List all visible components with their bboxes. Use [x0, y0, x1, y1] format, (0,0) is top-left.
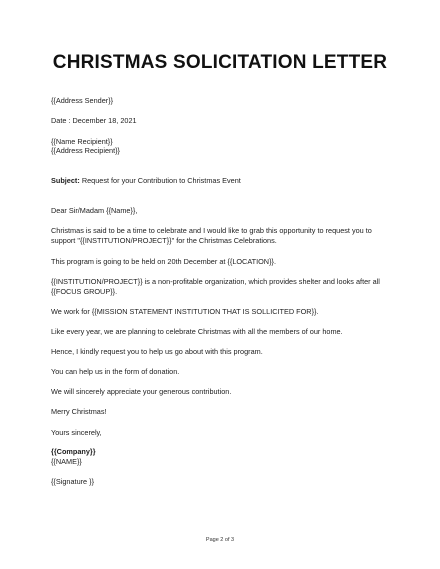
- address-recipient: {{Address Recipient}}: [51, 146, 120, 155]
- paragraph-4: We work for {{MISSION STATEMENT INSTITUTION THAT IS SOLLICITED FOR}}.: [51, 307, 319, 316]
- address-sender: {{Address Sender}}: [51, 96, 114, 105]
- subject-line: [51, 176, 241, 186]
- name-recipient: {{Name Recipient}}: [51, 137, 113, 146]
- paragraph-3-line-2: {{FOCUS GROUP}}.: [51, 287, 118, 296]
- paragraph-5: Like every year, we are planning to celebrate Christmas with all the members of our home.: [51, 327, 343, 336]
- subject-text: Request for your Contribution to Christmas Event: [79, 176, 241, 185]
- paragraph-2: This program is going to be held on 20th December at {{LOCATION}}.: [51, 257, 276, 266]
- salutation: Dear Sir/Madam {{Name}},: [51, 206, 138, 215]
- paragraph-1-line-2: support "{{INSTITUTION/PROJECT}}" for the Christmas Celebrations.: [51, 236, 277, 245]
- paragraph-9: Merry Christmas!: [51, 407, 107, 416]
- company-placeholder: {{Company}}: [51, 447, 96, 456]
- paragraph-8: We will sincerely appreciate your generous contribution.: [51, 387, 232, 396]
- signature-placeholder: {{Signature }}: [51, 477, 95, 486]
- document-title: CHRISTMAS SOLICITATION LETTER: [52, 52, 388, 73]
- closing: Yours sincerely,: [51, 428, 102, 437]
- name-placeholder: {{NAME}}: [51, 457, 82, 466]
- paragraph-3-line-1: {{INSTITUTION/PROJECT}} is a non-profitable organization, which provides shelter and looks after all: [51, 277, 380, 286]
- page-number: Page 2 of 3: [205, 537, 235, 543]
- date-line: Date : December 18, 2021: [51, 116, 137, 125]
- paragraph-6: Hence, I kindly request you to help us go about with this program.: [51, 347, 263, 356]
- paragraph-7: You can help us in the form of donation.: [51, 367, 180, 376]
- paragraph-1-line-1: Christmas is said to be a time to celebrate and I would like to grab this opportunity to request you to: [51, 226, 372, 235]
- subject-label: Subject:: [51, 176, 80, 185]
